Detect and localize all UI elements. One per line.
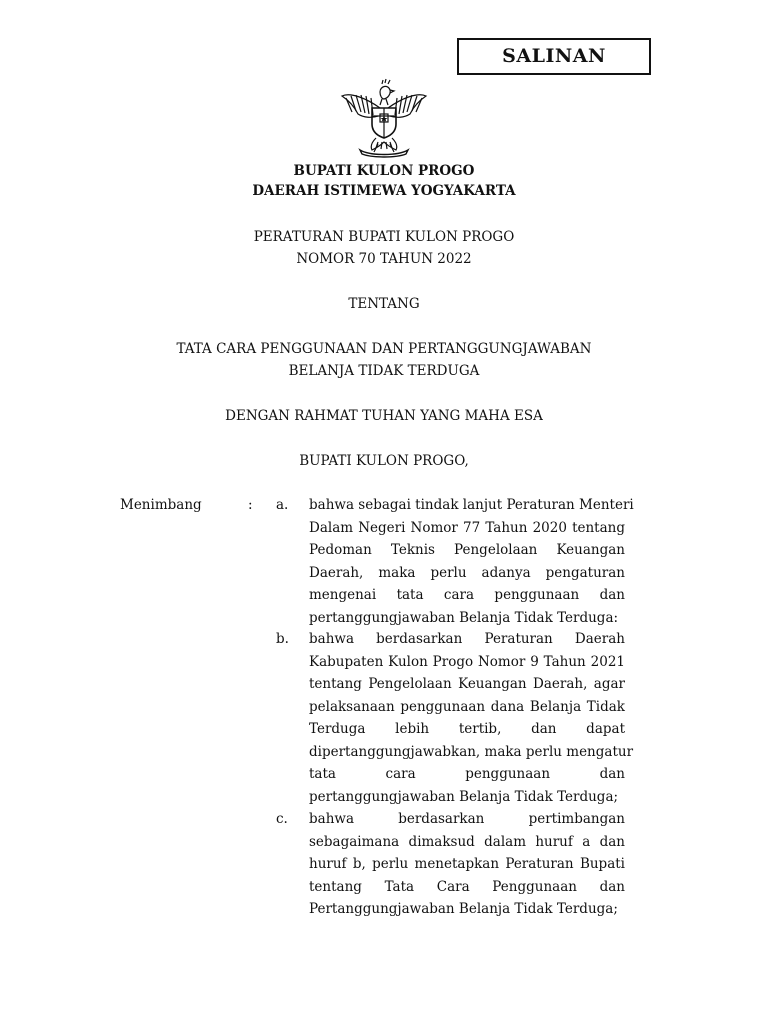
issuer-line: BUPATI KULON PROGO,	[299, 453, 469, 469]
considering-label: Menimbang	[120, 497, 202, 513]
item-letter: a.	[276, 497, 289, 513]
item-line: pelaksanaan penggunaan dana Belanja Tidak	[309, 698, 625, 715]
item-line: bahwa berdasarkan pertimbangan	[309, 811, 625, 827]
item-line: Pedoman Teknis Pengelolaan Keuangan	[309, 542, 625, 558]
regulation-subject-line-2: BELANJA TIDAK TERDUGA	[288, 363, 480, 379]
header-region: DAERAH ISTIMEWA YOGYAKARTA	[252, 183, 516, 199]
item-line: mengenai tata cara penggunaan dan	[309, 587, 625, 603]
item-line: tata cara penggunaan dan	[309, 766, 625, 782]
item-text	[309, 808, 625, 921]
salinan-stamp: SALINAN	[457, 38, 651, 75]
item-line: Daerah, maka perlu adanya pengaturan	[309, 564, 625, 581]
item-line: dipertanggungjawabkan, maka perlu mengatur	[309, 743, 634, 760]
regulation-about: TENTANG	[348, 296, 420, 312]
item-letter: b.	[276, 631, 289, 647]
regulation-subject-line-1: TATA CARA PENGGUNAAN DAN PERTANGGUNGJAWABAN	[176, 341, 592, 357]
item-line: pertanggungjawaban Belanja Tidak Terduga:	[309, 609, 619, 626]
item-line: sebagaimana dimaksud dalam huruf a dan	[309, 833, 625, 850]
regulation-number: NOMOR 70 TAHUN 2022	[296, 251, 472, 267]
item-text	[309, 628, 634, 808]
header-regent: BUPATI KULON PROGO	[293, 163, 475, 179]
garuda-emblem-icon	[336, 78, 432, 158]
item-line: Pertanggungjawaban Belanja Tidak Terduga;	[309, 901, 618, 917]
item-letter: c.	[276, 811, 288, 827]
item-line: tentang Tata Cara Penggunaan dan	[309, 878, 625, 895]
item-text	[309, 494, 634, 629]
item-line: tentang Pengelolaan Keuangan Daerah, agar	[309, 676, 625, 692]
considering-colon: :	[248, 497, 253, 513]
item-line: Kabupaten Kulon Progo Nomor 9 Tahun 2021	[309, 653, 625, 670]
item-line: bahwa berdasarkan Peraturan Daerah	[309, 631, 625, 647]
item-line: huruf b, perlu menetapkan Peraturan Bupati	[309, 856, 625, 872]
item-line: Terduga lebih tertib, dan dapat	[309, 721, 625, 737]
regulation-title: PERATURAN BUPATI KULON PROGO	[253, 229, 515, 245]
item-line: pertanggungjawaban Belanja Tidak Terduga;	[309, 788, 619, 805]
item-line: Dalam Negeri Nomor 77 Tahun 2020 tentang	[309, 519, 625, 536]
blessing-line: DENGAN RAHMAT TUHAN YANG MAHA ESA	[225, 408, 543, 424]
item-line: bahwa sebagai tindak lanjut Peraturan Menteri	[309, 497, 634, 513]
